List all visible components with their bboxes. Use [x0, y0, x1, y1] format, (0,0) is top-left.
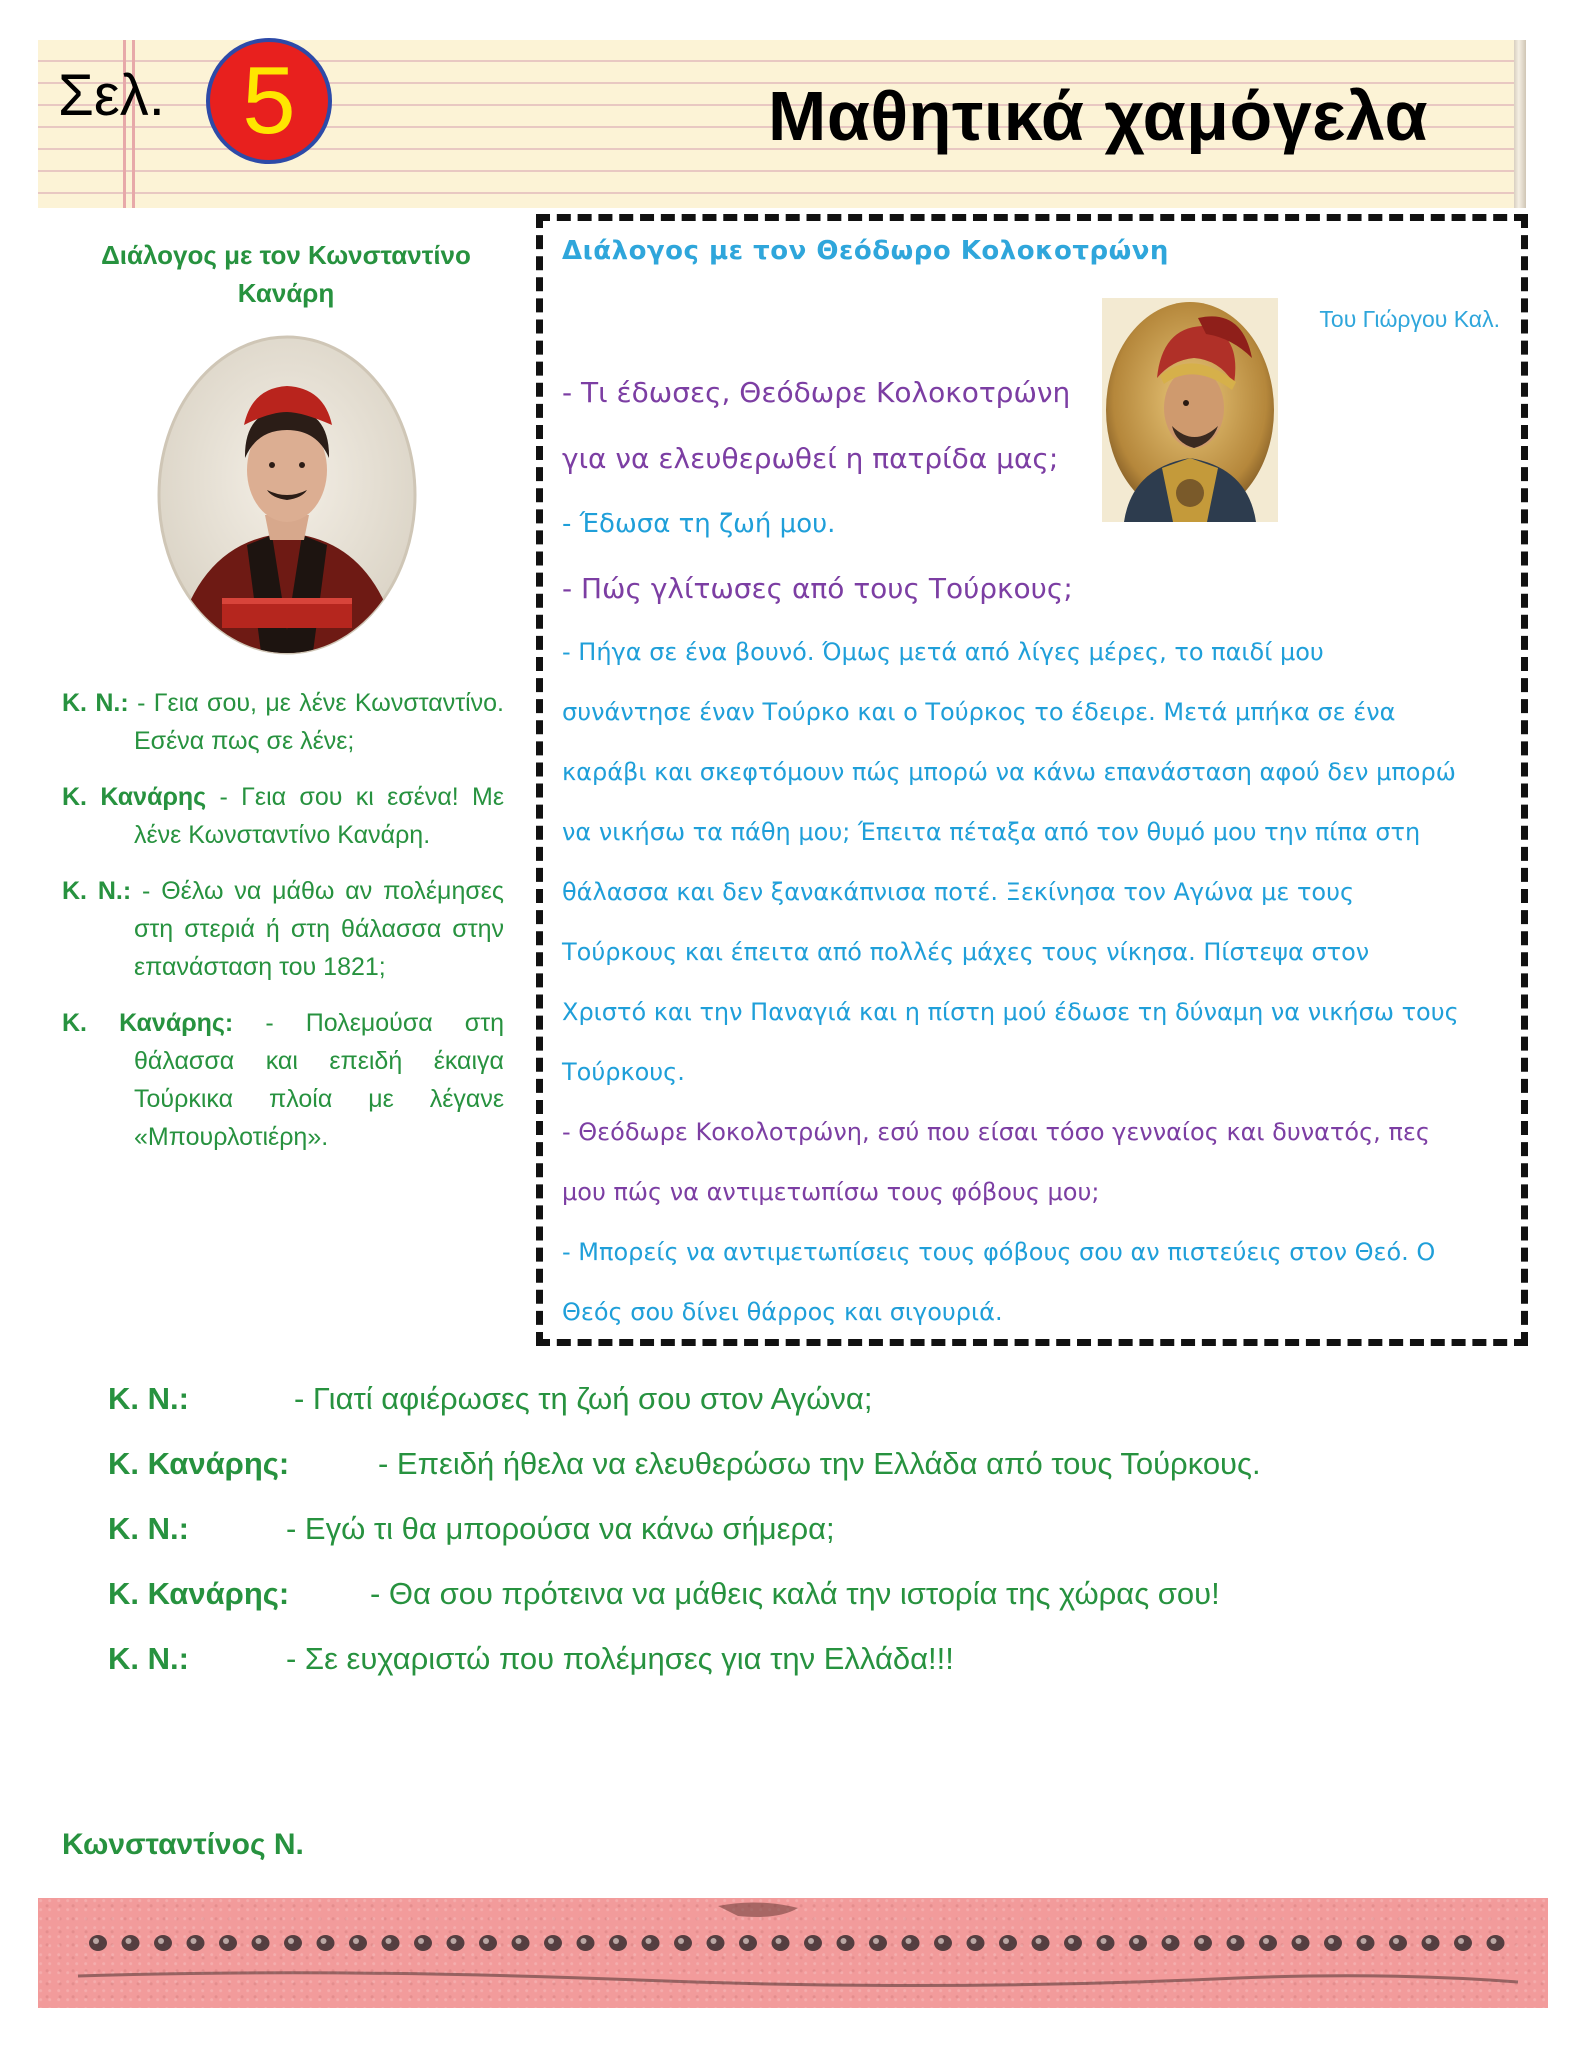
dialog-line: - Πήγα σε ένα βουνό. Όμως μετά από λίγες μέρες, το παιδί μου [562, 638, 1324, 666]
footer-bead-highlight [256, 1938, 262, 1944]
footer-bead-highlight [93, 1938, 99, 1944]
dialog-line: - Πώς γλίτωσες από τους Τούρκους; [562, 572, 1073, 605]
speaker-label: Κ. Ν.: [108, 1510, 189, 1546]
footer-bead-highlight [1458, 1938, 1464, 1944]
dialog-text: - Σε ευχαριστώ που πολέμησες για την Ελλάδα!!! [286, 1640, 954, 1676]
footer-bead-highlight [321, 1938, 327, 1944]
box-dialogue [562, 360, 1502, 1342]
footer-bead-highlight [1133, 1938, 1139, 1944]
portrait-kanaris-icon [152, 330, 422, 660]
footer-bead-highlight [743, 1938, 749, 1944]
dialog-row [108, 1496, 1408, 1561]
speaker-label: Κ. Κανάρης: [62, 1009, 234, 1037]
author-byline: Του Γιώργου Καλ. [1319, 306, 1500, 332]
header-edge [1514, 40, 1526, 208]
page-number: 5 [242, 47, 296, 154]
footer-bead-highlight [223, 1938, 229, 1944]
speaker-label: Κ. Κανάρης: [108, 1575, 290, 1611]
magazine-title: Μαθητικά χαμόγελα [768, 77, 1428, 155]
dialog-line: - Μπορείς να αντιμετωπίσεις τους φόβους σου αν πιστεύεις στον Θεό. Ο [562, 1238, 1436, 1266]
footer-bead-highlight [1036, 1938, 1042, 1944]
dialog-line: συνάντησε έναν Τούρκο και ο Τούρκος το έδειρε. Μετά μπήκα σε ένα [562, 698, 1396, 726]
dialog-line: - Θεόδωρε Κοκολοτρώνη, εσύ που είσαι τόσο γενναίος και δυνατός, πες [562, 1118, 1430, 1146]
speaker-label: Κ. Κανάρης: [108, 1445, 290, 1481]
footer-bead-highlight [938, 1938, 944, 1944]
speaker-label: Κ. Ν.: [108, 1640, 189, 1676]
page-number-badge [206, 38, 332, 164]
speaker-label: Κ. Ν.: [62, 689, 129, 717]
footer-bead-highlight [1101, 1938, 1107, 1944]
dialog-line: - Τι έδωσες, Θεόδωρε Κολοκοτρώνη [562, 376, 1071, 409]
speaker-label: Κ. Κανάρης [62, 783, 207, 811]
footer-bead-highlight [1393, 1938, 1399, 1944]
footer-bead-highlight [191, 1938, 197, 1944]
left-article-title: Διάλογος με τον Κωνσταντίνο Κανάρη [101, 240, 471, 308]
dialog-text: - Πολεμούσα στη θάλασσα και επειδή έκαιγα Τούρκικα πλοία με λέγανε «Μπουρλοτιέρη». [134, 1009, 505, 1151]
footer-bead-highlight [516, 1938, 522, 1944]
footer-bead-highlight [1003, 1938, 1009, 1944]
footer-bead-highlight [678, 1938, 684, 1944]
footer-bead-highlight [1426, 1938, 1432, 1944]
dialog-row [108, 1366, 1408, 1431]
footer-bead-highlight [386, 1938, 392, 1944]
footer-bead-highlight [1491, 1938, 1497, 1944]
box-article-title: Διάλογος με τον Θεόδωρο Κολοκοτρώνη [562, 236, 1169, 266]
footer-bead-highlight [353, 1938, 359, 1944]
footer-bead-highlight [841, 1938, 847, 1944]
dialog-text: - Γεια σου κι εσένα! Με λένε Κωνσταντίνο Κανάρη. [134, 783, 505, 849]
footer-bead-highlight [1296, 1938, 1302, 1944]
dialog-text: - Γεια σου, με λένε Κωνσταντίνο. Εσένα πως σε λένε; [134, 689, 505, 755]
dialog-entry [62, 1004, 504, 1156]
speaker-label: Κ. Ν.: [108, 1380, 189, 1416]
footer-bead-highlight [1231, 1938, 1237, 1944]
footer-bead-highlight [1166, 1938, 1172, 1944]
footer-bead-highlight [1198, 1938, 1204, 1944]
dialog-entry [62, 778, 504, 854]
dialog-text: - Εγώ τι θα μπορούσα να κάνω σήμερα; [286, 1510, 835, 1546]
dialog-row [108, 1626, 1408, 1691]
dialog-line: - Έδωσα τη ζωή μου. [562, 509, 836, 539]
dialog-row [108, 1431, 1408, 1496]
dialog-line: θάλασσα και δεν ξανακάπνισα ποτέ. Ξεκίνησα τον Αγώνα με τους [562, 878, 1355, 906]
footer-bead-highlight [451, 1938, 457, 1944]
footer-bead-highlight [613, 1938, 619, 1944]
page-prefix: Σελ. [58, 63, 165, 128]
dialog-text: - Θέλω να μάθω αν πολέμησες στη στεριά ή στη θάλασσα στην επανάσταση του 1821; [134, 877, 504, 981]
footer-bead-highlight [906, 1938, 912, 1944]
dialog-row [108, 1561, 1408, 1626]
footer-bead-highlight [126, 1938, 132, 1944]
dialog-line: καράβι και σκεφτόμουν πώς μπορώ να κάνω επανάσταση αφού δεν μπορώ [562, 758, 1456, 786]
speaker-label: Κ. Ν.: [62, 877, 132, 905]
footer-bead-highlight [776, 1938, 782, 1944]
footer-bead-highlight [483, 1938, 489, 1944]
left-dialogue [62, 684, 504, 1174]
footer-bead-highlight [288, 1938, 294, 1944]
footer-bead-highlight [1068, 1938, 1074, 1944]
dialog-line: Τούρκους. [562, 1058, 685, 1086]
dialog-entry [62, 872, 504, 986]
footer-bead-highlight [873, 1938, 879, 1944]
footer-bead-highlight [646, 1938, 652, 1944]
dialog-line: να νικήσω τα πάθη μου; Έπειτα πέταξα από τον θυμό μου την πίπα στη [562, 818, 1421, 846]
dialog-line: για να ελευθερωθεί η πατρίδα μας; [562, 442, 1059, 475]
footer-bead-border-icon [38, 1898, 1548, 2008]
bottom-dialogue [108, 1366, 1408, 1691]
dialog-text: - Θα σου πρότεινα να μάθεις καλά την ιστορία της χώρας σου! [370, 1575, 1220, 1611]
footer-bead-highlight [1361, 1938, 1367, 1944]
footer-bead-highlight [1263, 1938, 1269, 1944]
dialog-text: - Γιατί αφιέρωσες τη ζωή σου στον Αγώνα; [294, 1380, 873, 1416]
dialog-line: Χριστό και την Παναγιά και η πίστη μού έδωσε τη δύναμη να νικήσω τους [562, 998, 1459, 1026]
footer-bead-highlight [418, 1938, 424, 1944]
dialog-entry [62, 684, 504, 760]
footer-bead-highlight [808, 1938, 814, 1944]
dialog-text: - Επειδή ήθελα να ελευθερώσω την Ελλάδα από τους Τούρκους. [378, 1445, 1261, 1481]
footer-bead-highlight [548, 1938, 554, 1944]
footer-bead-highlight [711, 1938, 717, 1944]
footer-bead-highlight [581, 1938, 587, 1944]
dialog-line: Τούρκους και έπειτα από πολλές μάχες τους νίκησα. Πίστεψα στον [562, 938, 1370, 966]
footer-bead-highlight [158, 1938, 164, 1944]
footer-decoration [38, 1898, 1548, 2008]
footer-bead-highlight [971, 1938, 977, 1944]
dialog-line: μου πώς να αντιμετωπίσω τους φόβους μου; [562, 1178, 1100, 1206]
dialog-line: Θεός σου δίνει θάρρος και σιγουριά. [562, 1298, 1003, 1326]
footer-bead-highlight [1328, 1938, 1334, 1944]
signature: Κωνσταντίνος Ν. [62, 1828, 304, 1861]
